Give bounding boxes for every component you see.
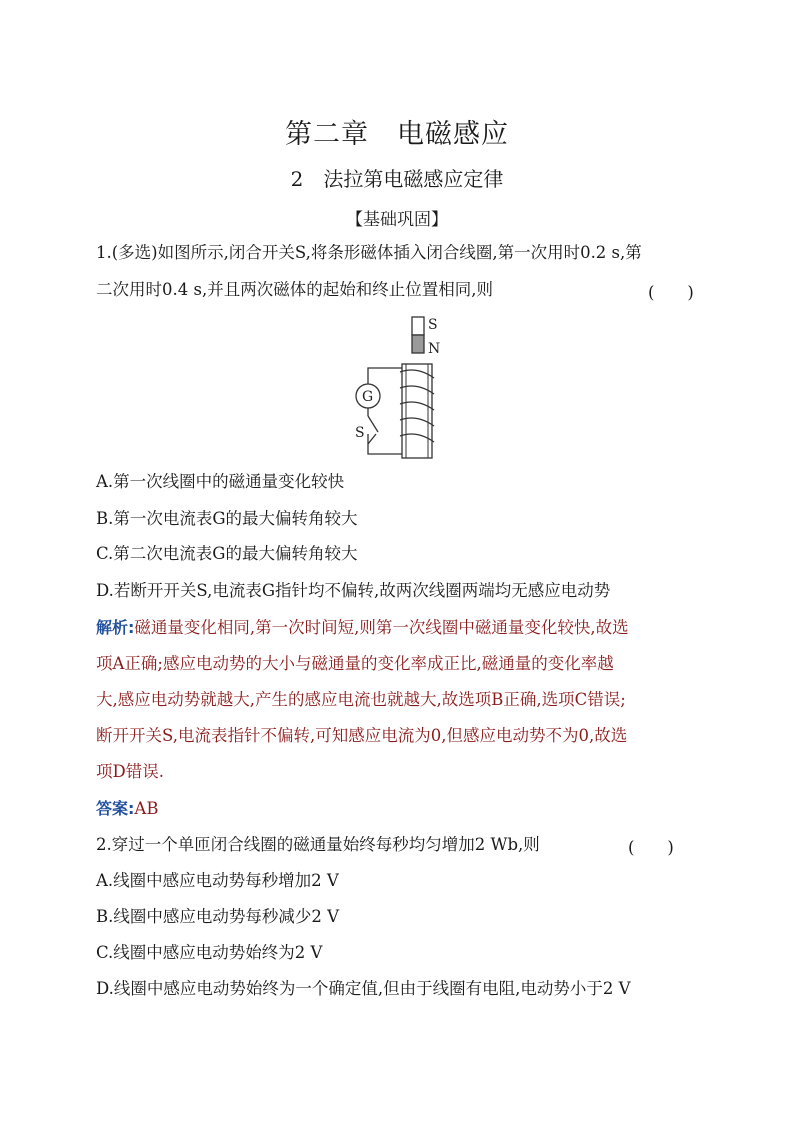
magnet-s-label: S (428, 317, 438, 333)
answer-label: 答案: (96, 799, 135, 818)
category-heading: 【基础巩固】 (346, 210, 448, 230)
q2-option-c: C.线圈中感应电动势始终为2 V (96, 943, 323, 962)
answer-value: AB (134, 799, 159, 818)
q2-option-b: B.线圈中感应电动势每秒减少2 V (96, 907, 340, 926)
q1-analysis-line3: 大,感应电动势就越大,产生的感应电流也就越大,故选项B正确,选项C错误; (96, 690, 626, 709)
q1-option-c: C.第二次电流表G的最大偏转角较大 (96, 544, 358, 563)
analysis-label: 解析: (96, 618, 135, 637)
q1-analysis-line1: 解析:磁通量变化相同,第一次时间短,则第一次线圈中磁通量变化较快,故选 (96, 618, 629, 637)
q1-stem-line1: 1.(多选)如图所示,闭合开关S,将条形磁体插入闭合线圈,第一次用时0.2 s,第 (96, 243, 642, 262)
q1-analysis-line4: 断开开关S,电流表指针不偏转,可知感应电流为0,但感应电动势不为0,故选 (96, 726, 628, 745)
q1-answer (96, 798, 158, 820)
q1-stem-line2: 二次用时0.4 s,并且两次磁体的起始和终止位置相同,则 (96, 280, 493, 299)
q1-analysis-line2: 项A正确;感应电动势的大小与磁通量的变化率成正比,磁通量的变化率越 (96, 654, 614, 673)
q2-answer-bracket: ( ) (628, 838, 674, 857)
q1-option-a: A.第一次线圈中的磁通量变化较快 (96, 472, 345, 491)
circuit-wire (368, 368, 402, 454)
q1-option-b: B.第一次电流表G的最大偏转角较大 (96, 509, 358, 528)
magnet-south-pole (412, 317, 424, 335)
q1-option-d: D.若断开开关S,电流表G指针均不偏转,故两次线圈两端均无感应电动势 (96, 581, 611, 600)
q1-answer-bracket: ( ) (648, 283, 694, 302)
magnet-north-pole (412, 335, 424, 353)
q1-analysis-line5: 项D错误. (96, 762, 164, 781)
switch-blade (368, 416, 378, 432)
q2-stem: 2.穿过一个单匝闭合线圈的磁通量始终每秒均匀增加2 Wb,则 (96, 835, 540, 854)
q2-option-d: D.线圈中感应电动势始终为一个确定值,但由于线圈有电阻,电动势小于2 V (96, 979, 631, 998)
section-title: 2 法拉第电磁感应定律 (290, 167, 504, 191)
magnet-coil-diagram (340, 312, 460, 467)
galvanometer-label: G (362, 389, 374, 405)
switch-label: S (355, 425, 365, 441)
q2-option-a: A.线圈中感应电动势每秒增加2 V (96, 871, 339, 890)
magnet-n-label: N (428, 341, 441, 357)
chapter-title: 第二章 电磁感应 (285, 119, 509, 150)
